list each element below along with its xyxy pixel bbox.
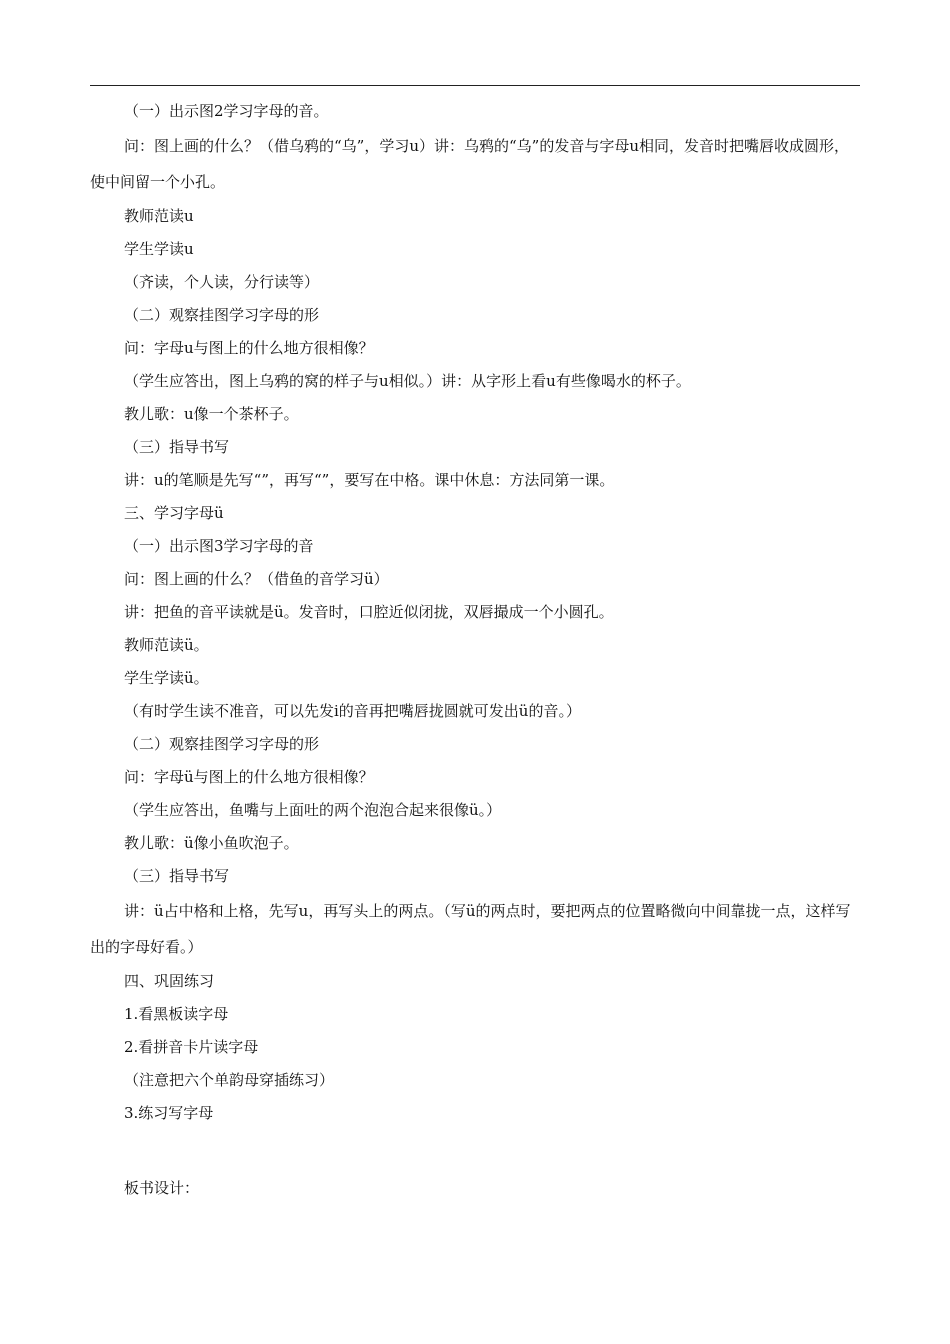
paragraph: 学生学读u (124, 240, 194, 258)
section-heading: （一）出示图3学习字母的音 (124, 537, 314, 555)
section-heading: 四、巩固练习 (124, 972, 215, 990)
paragraph: 教儿歌：ü像小鱼吹泡子。 (124, 834, 299, 852)
paragraph: 学生学读ü。 (124, 669, 209, 687)
paragraph: 问：字母u与图上的什么地方很相像？ (124, 339, 374, 357)
paragraph: （一）出示图2学习字母的音。 (124, 102, 329, 120)
paragraph: 教师范读u (124, 207, 194, 225)
header-rule (90, 85, 860, 86)
paragraph: （学生应答出，鱼嘴与上面吐的两个泡泡合起来很像ü。） (124, 801, 502, 819)
paragraph: 讲：ü占中格和上格，先写u，再写头上的两点。（写ü的两点时，要把两点的位置略微向中间靠拢一点，这样写出的字母好看。） (90, 902, 851, 956)
section-heading: 三、学习字母ü (124, 504, 224, 522)
section-heading: （二）观察挂图学习字母的形 (124, 735, 320, 753)
list-item: 1.看黑板读字母 (124, 1005, 229, 1023)
paragraph: （注意把六个单韵母穿插练习） (124, 1071, 335, 1089)
list-item: 3.练习写字母 (124, 1104, 214, 1122)
section-heading: （三）指导书写 (124, 867, 230, 885)
section-heading: （二）观察挂图学习字母的形 (124, 306, 320, 324)
paragraph: 讲：把鱼的音平读就是ü。发音时，口腔近似闭拢，双唇撮成一个小圆孔。 (124, 603, 614, 621)
document-body (90, 95, 860, 1205)
paragraph: （有时学生读不准音，可以先发i的音再把嘴唇拢圆就可发出ü的音。） (124, 702, 581, 720)
paragraph: 问：字母ü与图上的什么地方很相像？ (124, 768, 374, 786)
section-heading: （三）指导书写 (124, 438, 230, 456)
paragraph: （齐读，个人读，分行读等） (124, 273, 320, 291)
paragraph: （学生应答出，图上乌鸦的窝的样子与u相似。）讲：从字形上看u有些像喝水的杯子。 (124, 372, 691, 390)
paragraph: 讲：u的笔顺是先写“”，再写“”，要写在中格。课中休息：方法同第一课。 (124, 471, 615, 489)
list-item: 2.看拼音卡片读字母 (124, 1038, 259, 1056)
paragraph: 教师范读ü。 (124, 636, 209, 654)
board-design-label: 板书设计： (124, 1179, 200, 1197)
paragraph: 问：图上画的什么？（借乌鸦的“乌”，学习u）讲：乌鸦的“乌”的发音与字母u相同，发音时把嘴唇收成圆形，使中间留一个小孔。 (90, 137, 849, 191)
paragraph: 问：图上画的什么？（借鱼的音学习ü） (124, 570, 389, 588)
paragraph: 教儿歌：u像一个茶杯子。 (124, 405, 299, 423)
